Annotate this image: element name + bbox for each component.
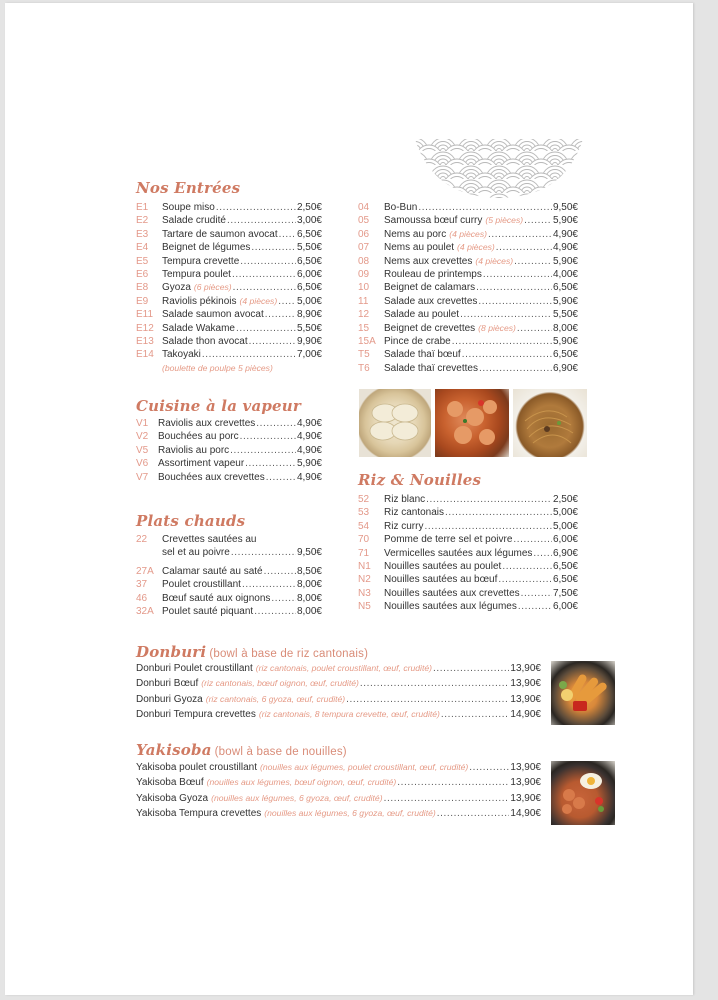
menu-item — [358, 600, 578, 613]
menu-item — [358, 201, 578, 214]
section-title-yakisoba: Yakisoba (bowl à base de nouilles) — [136, 741, 347, 759]
donburi-subtitle: (bowl à base de riz cantonais) — [209, 648, 369, 660]
item-code: 53 — [358, 507, 370, 519]
item-price: 5,90€ — [552, 336, 578, 348]
item-price: 6,50€ — [552, 282, 578, 294]
item-name: Pince de crabe — [384, 336, 451, 348]
item-note: (6 pièces) — [193, 282, 232, 293]
item-name: Samoussa bœuf curry — [384, 215, 483, 227]
leader-dots — [254, 605, 296, 618]
item-price: 5,00€ — [552, 520, 578, 532]
steamed-dumplings-photo — [359, 389, 431, 457]
item-name: Beignet de légumes — [162, 242, 251, 254]
item-price: 13,90€ — [510, 777, 541, 789]
menu-item — [136, 775, 541, 790]
item-name: Salade au poulet — [384, 309, 460, 321]
menu-item — [358, 560, 578, 573]
menu-item — [358, 214, 578, 227]
menu-item — [136, 444, 322, 457]
item-note: (8 pièces) — [478, 322, 516, 333]
item-note: (4 pièces) — [457, 242, 495, 253]
item-name: Salade crudité — [162, 215, 226, 227]
item-price: 8,00€ — [552, 322, 578, 334]
item-name: Beignet de calamars — [384, 282, 476, 294]
item-price: 5,90€ — [296, 458, 322, 470]
item-name: Bœuf sauté aux oignons — [162, 592, 271, 604]
item-name: Salade thaï crevettes — [384, 362, 478, 374]
menu-item — [358, 308, 578, 321]
menu-item — [136, 457, 322, 470]
item-price: 5,50€ — [296, 242, 322, 254]
item-code: E8 — [136, 282, 149, 294]
item-price: 6,90€ — [552, 362, 578, 374]
item-name: Soupe miso — [162, 202, 215, 213]
item-code: E11 — [136, 309, 154, 321]
item-price: 8,90€ — [296, 309, 322, 321]
item-price: 6,90€ — [552, 547, 578, 559]
entrees-right-list — [358, 201, 578, 375]
leader-dots — [279, 228, 296, 241]
menu-item — [358, 281, 578, 294]
item-price: 5,90€ — [552, 215, 578, 227]
leader-dots — [397, 775, 509, 790]
takoyaki-footnote: (boulette de poulpe 5 pièces) — [162, 362, 273, 373]
item-code: 70 — [358, 534, 370, 546]
item-price: 5,50€ — [296, 322, 322, 334]
item-name: Nouilles sautées aux légumes — [384, 601, 517, 613]
leader-dots — [460, 308, 552, 321]
leader-dots — [469, 760, 509, 775]
item-note: (riz cantonais, bœuf oignon, œuf, crudité) — [201, 678, 359, 689]
item-code: 52 — [358, 494, 370, 505]
leader-dots — [462, 348, 552, 361]
item-price: 9,50€ — [552, 202, 578, 213]
menu-item — [136, 214, 322, 227]
item-code: 37 — [136, 579, 148, 591]
menu-item — [358, 295, 578, 308]
item-price: 13,90€ — [510, 693, 541, 705]
item-price: 4,90€ — [296, 471, 322, 483]
item-note: (nouilles aux légumes, bœuf oignon, œuf, crudité) — [206, 777, 397, 788]
leader-dots — [418, 201, 552, 214]
item-name: Raviolis aux crevettes — [158, 418, 256, 429]
item-code: 15A — [358, 336, 376, 348]
menu-item — [358, 348, 578, 361]
item-code: V6 — [136, 458, 149, 470]
item-name: Donburi Poulet croustillant — [136, 663, 253, 674]
item-note: (riz cantonais, 6 gyoza, œuf, crudité) — [205, 693, 346, 704]
item-price: 6,50€ — [552, 349, 578, 361]
leader-dots — [426, 493, 552, 506]
leader-dots — [242, 578, 296, 591]
menu-item — [136, 661, 541, 676]
item-price: 6,00€ — [552, 534, 578, 546]
menu-item — [136, 676, 541, 691]
leader-dots — [346, 692, 509, 707]
item-note: (nouilles aux légumes, 6 gyoza, œuf, crudité) — [211, 792, 383, 803]
item-name: Nouilles sautées aux crevettes — [384, 587, 520, 599]
menu-item — [136, 692, 541, 707]
leader-dots — [517, 322, 552, 335]
item-price: 8,00€ — [296, 579, 322, 591]
item-price: 7,00€ — [296, 349, 322, 361]
item-name: Donburi Bœuf — [136, 678, 199, 690]
item-name: Nems au porc — [384, 228, 447, 240]
item-code: T6 — [358, 362, 370, 374]
leader-dots — [441, 707, 510, 722]
item-code: E9 — [136, 295, 149, 307]
item-code: 27A — [136, 565, 154, 577]
menu-item — [136, 578, 322, 591]
leader-dots — [478, 295, 552, 308]
menu-item — [136, 322, 322, 335]
item-price: 6,00€ — [296, 269, 322, 281]
menu-item — [136, 707, 541, 722]
item-price: 4,90€ — [552, 228, 578, 240]
menu-item — [136, 268, 322, 281]
item-price: 8,50€ — [296, 565, 322, 577]
menu-item — [358, 547, 578, 560]
leader-dots — [514, 255, 552, 268]
item-code: T5 — [358, 349, 370, 361]
leader-dots — [236, 322, 296, 335]
item-code: V1 — [136, 418, 149, 429]
leader-dots — [433, 661, 509, 676]
item-code: V5 — [136, 444, 149, 456]
item-note: (4 pièces) — [239, 295, 278, 306]
item-code: N1 — [358, 561, 371, 573]
item-name: Bouchées au porc — [158, 431, 239, 443]
item-code: N3 — [358, 587, 371, 599]
item-name: Tartare de saumon avocat — [162, 228, 278, 240]
menu-item — [136, 335, 322, 348]
item-price: 8,00€ — [296, 606, 322, 618]
yakisoba-subtitle: (bowl à base de nouilles) — [214, 746, 347, 758]
leader-dots — [521, 587, 552, 600]
item-name: Raviolis pékinois — [162, 295, 237, 307]
leader-dots — [202, 348, 296, 361]
item-note: (4 pièces) — [475, 255, 514, 266]
item-name: Tempura crevette — [162, 255, 240, 267]
item-name: Salade aux crevettes — [384, 295, 478, 307]
item-price: 13,90€ — [510, 678, 541, 690]
item-name: Donburi Tempura crevettes — [136, 709, 256, 721]
leader-dots — [437, 806, 510, 821]
leader-dots — [476, 281, 552, 294]
item-name: Takoyaki — [162, 349, 201, 361]
leader-dots — [230, 444, 296, 457]
item-price: 5,50€ — [552, 309, 578, 321]
leader-dots — [360, 676, 510, 691]
item-code: 04 — [358, 202, 370, 213]
menu-page — [5, 3, 693, 995]
item-price: 6,50€ — [296, 255, 322, 267]
leader-dots — [266, 471, 296, 484]
item-name: Salade Wakame — [162, 322, 235, 334]
menu-item — [358, 573, 578, 586]
item-name: Poulet croustillant — [162, 579, 241, 591]
menu-item — [136, 241, 322, 254]
section-title-vapeur: Cuisine à la vapeur — [136, 397, 302, 415]
item-note: (nouilles aux légumes, poulet croustillant, œuf, crudité) — [260, 762, 469, 772]
item-name: Yakisoba Bœuf — [136, 777, 204, 789]
seigaiha-wave-icon — [415, 137, 583, 199]
item-note: (4 pièces) — [449, 228, 487, 239]
leader-dots — [498, 573, 552, 586]
item-price: 2,50€ — [552, 494, 578, 505]
leader-dots — [518, 600, 552, 613]
item-name: Bo-Bun — [384, 202, 418, 213]
menu-item — [136, 806, 541, 821]
item-code: V2 — [136, 431, 149, 443]
item-code: E3 — [136, 228, 149, 240]
item-price: 8,00€ — [296, 592, 322, 604]
item-name: Beignet de crevettes — [384, 322, 476, 334]
item-code: E13 — [136, 336, 154, 348]
menu-item — [136, 348, 322, 361]
menu-item — [136, 281, 322, 294]
menu-item — [136, 295, 322, 308]
menu-item — [136, 228, 322, 241]
menu-item — [358, 587, 578, 600]
menu-item — [136, 417, 322, 430]
section-title-donburi: Donburi (bowl à base de riz cantonais) — [136, 643, 369, 661]
item-price: 13,90€ — [510, 792, 541, 804]
leader-dots — [245, 457, 296, 470]
item-price: 14,90€ — [510, 709, 541, 721]
donburi-list — [136, 661, 541, 723]
item-name: Salade saumon avocat — [162, 309, 264, 321]
leader-dots — [424, 520, 552, 533]
item-code: E4 — [136, 242, 149, 254]
menu-item — [136, 308, 322, 321]
menu-item — [358, 322, 578, 335]
leader-dots — [533, 547, 552, 560]
item-name: Gyoza — [162, 282, 191, 294]
item-code: N5 — [358, 601, 371, 613]
riz-list — [358, 493, 578, 614]
item-name: Yakisoba Tempura crevettes — [136, 808, 262, 820]
leader-dots — [216, 201, 296, 214]
item-price: 6,50€ — [552, 574, 578, 586]
item-note: (riz cantonais, poulet croustillant, œuf, crudité) — [255, 663, 432, 673]
item-name: Riz cantonais — [384, 507, 445, 519]
yakisoba-list — [136, 760, 541, 822]
stir-fried-noodles-photo — [513, 389, 587, 457]
crispy-chicken-photo — [435, 389, 509, 457]
item-price: 13,90€ — [510, 663, 541, 674]
item-price: 4,90€ — [296, 418, 322, 429]
item-code: 05 — [358, 215, 370, 227]
item-name: Poulet sauté piquant — [162, 606, 254, 618]
menu-item — [358, 520, 578, 533]
item-name: Nouilles sautées au bœuf — [384, 574, 498, 586]
leader-dots — [233, 281, 296, 294]
menu-item — [358, 533, 578, 546]
item-code: N2 — [358, 574, 371, 586]
item-price: 2,50€ — [296, 202, 322, 213]
item-price: 13,90€ — [510, 762, 541, 773]
item-price: 14,90€ — [510, 808, 541, 820]
item-name: Nems au poulet — [384, 242, 455, 254]
leader-dots — [445, 506, 552, 519]
menu-item — [136, 430, 322, 443]
leader-dots — [265, 308, 296, 321]
item-name: Nems aux crevettes — [384, 255, 473, 267]
menu-item — [358, 241, 578, 254]
item-code: E6 — [136, 269, 149, 281]
menu-item — [358, 506, 578, 519]
item-price: 5,90€ — [552, 255, 578, 267]
menu-item: 22 Crevettes sautées au — [136, 534, 257, 545]
item-price: 6,50€ — [296, 228, 322, 240]
item-code: V7 — [136, 471, 149, 483]
menu-item — [136, 592, 322, 605]
item-name: Rouleau de printemps — [384, 269, 482, 281]
leader-dots — [513, 533, 552, 546]
item-name: Donburi Gyoza — [136, 693, 203, 705]
item-note: (nouilles aux légumes, 6 gyoza, œuf, crudité) — [264, 808, 436, 819]
item-price: 4,90€ — [296, 444, 322, 456]
item-name: Tempura poulet — [162, 269, 231, 281]
leader-dots — [271, 592, 296, 605]
menu-item — [136, 791, 541, 806]
item-price: 6,50€ — [552, 561, 578, 573]
item-code: 08 — [358, 255, 370, 267]
item-price: 6,50€ — [296, 282, 322, 294]
item-name: Bouchées aux crevettes — [158, 471, 265, 483]
item-code: E14 — [136, 349, 154, 361]
menu-item — [358, 268, 578, 281]
section-title-entrees: Nos Entrées — [136, 179, 241, 197]
menu-item — [136, 760, 541, 775]
menu-item-continued: sel et au poivre ..... 9,50€ — [136, 546, 322, 559]
menu-item — [358, 228, 578, 241]
item-code: 46 — [136, 592, 148, 604]
item-code: E5 — [136, 255, 149, 267]
menu-item — [358, 362, 578, 375]
leader-dots — [384, 791, 510, 806]
item-name: Riz curry — [384, 520, 424, 532]
item-code: 12 — [358, 309, 370, 321]
menu-item — [136, 201, 322, 214]
item-code: 11 — [358, 295, 369, 307]
menu-item — [136, 565, 322, 578]
item-name: Yakisoba Gyoza — [136, 792, 209, 804]
item-name: Assortiment vapeur — [158, 458, 245, 470]
menu-item — [136, 471, 322, 484]
item-price: 4,00€ — [552, 269, 578, 281]
leader-dots — [483, 268, 552, 281]
leader-dots — [240, 430, 296, 443]
leader-dots — [227, 214, 296, 227]
item-price: 7,50€ — [552, 587, 578, 599]
leader-dots — [488, 228, 552, 241]
item-name: Calamar sauté au saté — [162, 565, 263, 577]
item-name: Salade thon avocat — [162, 336, 248, 348]
leader-dots — [479, 362, 552, 375]
item-name: Yakisoba poulet croustillant — [136, 762, 257, 773]
leader-dots — [496, 241, 552, 254]
menu-item — [136, 605, 322, 618]
menu-item — [358, 335, 578, 348]
leader-dots — [524, 214, 552, 227]
menu-item — [358, 255, 578, 268]
leader-dots — [264, 565, 296, 578]
item-price: 5,00€ — [296, 295, 322, 307]
item-code: 06 — [358, 228, 370, 240]
leader-dots — [240, 255, 296, 268]
item-code: 10 — [358, 282, 370, 294]
donburi-tempura-bowl-photo — [551, 661, 615, 725]
item-name: Pomme de terre sel et poivre — [384, 534, 513, 546]
item-price: 4,90€ — [552, 242, 578, 254]
item-code: E1 — [136, 202, 149, 213]
leader-dots — [251, 241, 296, 254]
item-note: (riz cantonais, 8 tempura crevette, œuf, crudité) — [258, 709, 440, 720]
item-price: 5,90€ — [552, 295, 578, 307]
item-name: Nouilles sautées au poulet — [384, 561, 502, 573]
leader-dots — [249, 335, 296, 348]
item-price: 6,00€ — [552, 601, 578, 613]
item-name: Vermicelles sautées aux légumes — [384, 547, 533, 559]
plats-list — [136, 533, 322, 618]
leader-dots — [502, 560, 552, 573]
section-title-plats: Plats chauds — [136, 512, 246, 530]
item-note: (5 pièces) — [485, 215, 524, 226]
yakisoba-bowl-photo — [551, 761, 615, 825]
entrees-list — [136, 201, 322, 375]
item-code: 32A — [136, 606, 154, 618]
leader-dots — [452, 335, 552, 348]
item-code: 09 — [358, 269, 370, 281]
item-name: Raviolis au porc — [158, 444, 230, 456]
item-price: 5,00€ — [552, 507, 578, 519]
item-code: 54 — [358, 520, 370, 532]
item-code: 71 — [358, 547, 370, 559]
item-price: 3,00€ — [296, 215, 322, 227]
item-price: 4,90€ — [296, 431, 322, 443]
leader-dots — [256, 417, 296, 430]
item-code: 15 — [358, 322, 370, 334]
item-name: Riz blanc — [384, 494, 426, 505]
menu-item — [136, 255, 322, 268]
leader-dots — [232, 268, 296, 281]
item-code: E12 — [136, 322, 154, 334]
section-title-riz: Riz & Nouilles — [358, 471, 482, 489]
leader-dots — [278, 295, 296, 308]
item-name: Salade thaï bœuf — [384, 349, 461, 361]
item-price: 9,90€ — [296, 336, 322, 348]
item-code: E2 — [136, 215, 149, 227]
menu-item — [358, 493, 578, 506]
vapeur-list — [136, 417, 322, 484]
item-code: 07 — [358, 242, 370, 254]
